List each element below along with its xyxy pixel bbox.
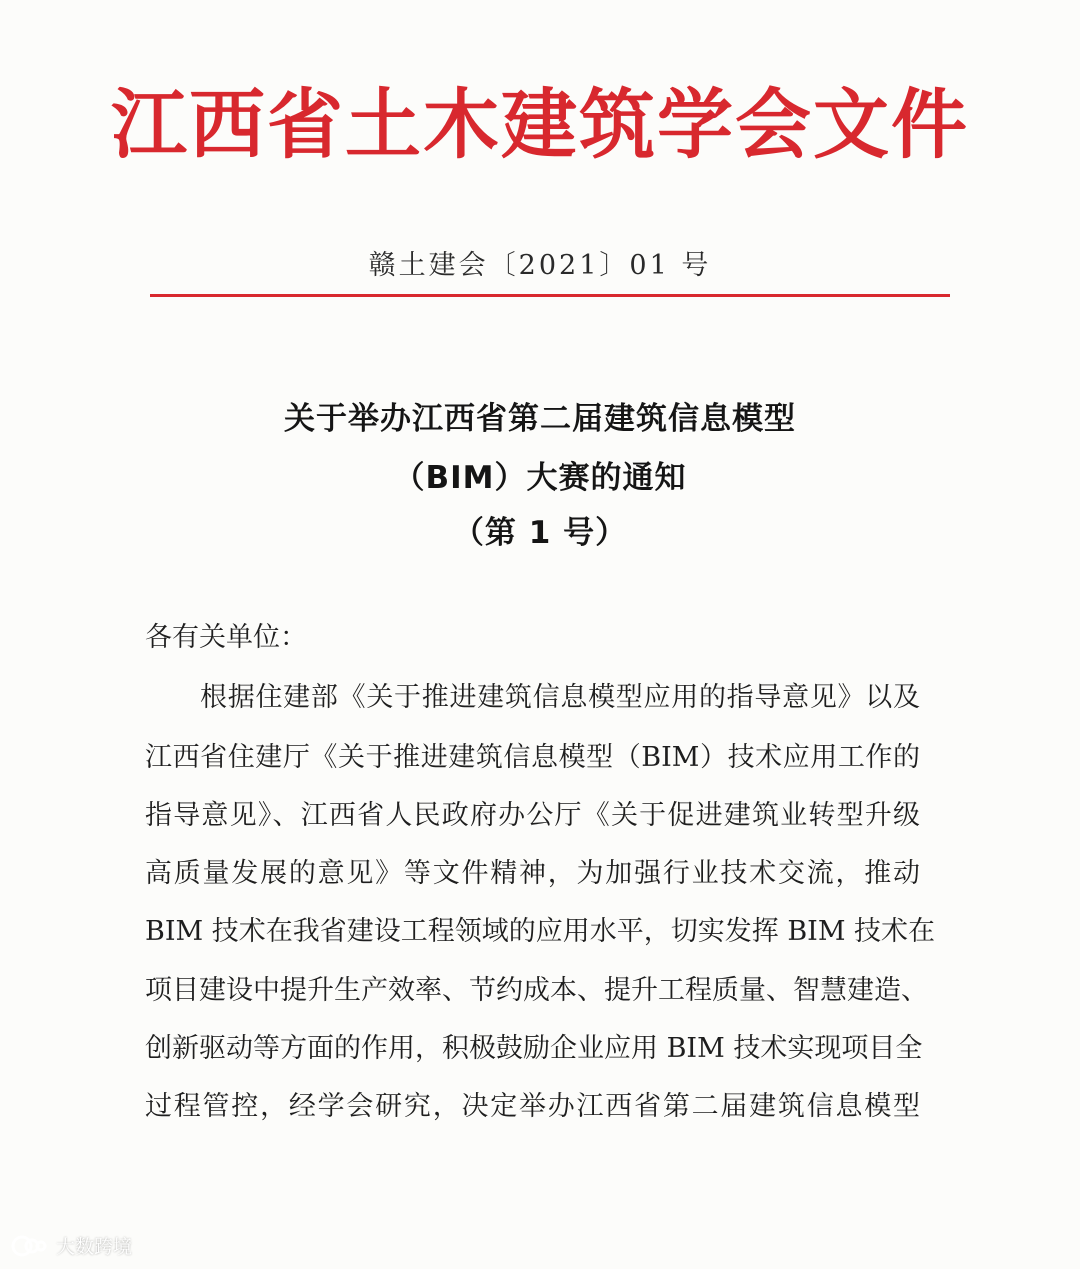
body-paragraph-line: 高质量发展的意见》等文件精神，为加强行业技术交流，推动 [145, 858, 920, 889]
red-divider-line [150, 294, 950, 297]
body-paragraph-line: 过程管控，经学会研究，决定举办江西省第二届建筑信息模型 [145, 1091, 920, 1122]
body-paragraph-line: 创新驱动等方面的作用，积极鼓励企业应用 BIM 技术实现项目全 [145, 1033, 923, 1064]
notice-title-line-2: （BIM）大赛的通知 [393, 460, 687, 496]
source-watermark [10, 1232, 132, 1259]
notice-title-line-1: 关于举办江西省第二届建筑信息模型 [284, 401, 796, 437]
body-paragraph-line: 项目建设中提升生产效率、节约成本、提升工程质量、智慧建造、 [145, 975, 928, 1006]
letterhead-title: 江西省土木建筑学会文件 [111, 80, 969, 169]
body-paragraph-line: 江西省住建厅《关于推进建筑信息模型（BIM）技术应用工作的 [145, 742, 920, 773]
salutation: 各有关单位： [145, 622, 307, 653]
body-paragraph-line: 根据住建部《关于推进建筑信息模型应用的指导意见》以及 [200, 682, 920, 713]
body-paragraph-line: BIM 技术在我省建设工程领域的应用水平，切实发挥 BIM 技术在 [145, 916, 936, 947]
brand-logo-icon [10, 1234, 50, 1258]
body-paragraph-line: 指导意见》、江西省人民政府办公厅《关于促进建筑业转型升级 [145, 800, 920, 831]
watermark-text: 大数跨境 [56, 1236, 133, 1258]
document-number: 赣土建会〔2021〕01 号 [368, 250, 712, 281]
notice-title-line-3: （第 1 号） [452, 515, 628, 551]
